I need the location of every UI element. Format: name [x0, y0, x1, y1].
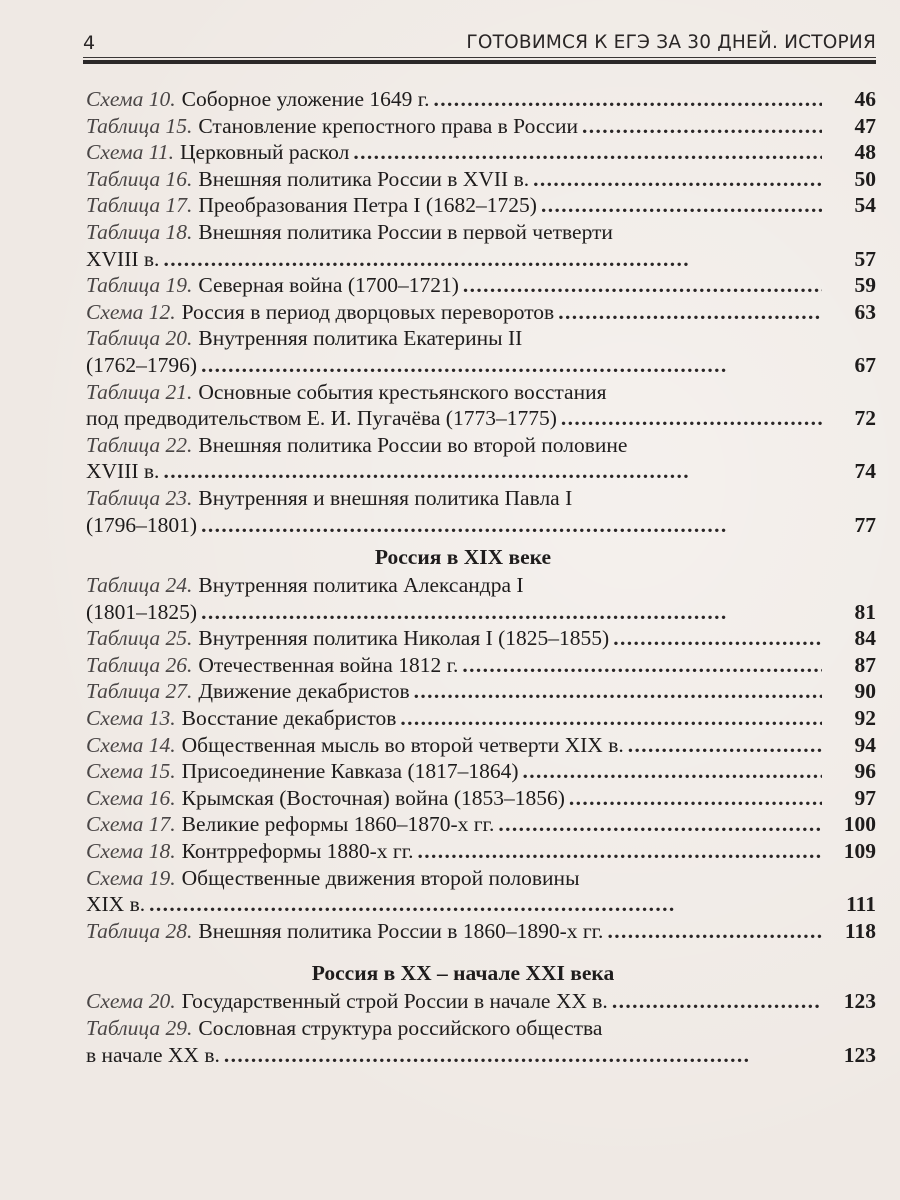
toc-page-number: 74: [854, 459, 876, 484]
toc-entry-label: Таблица 26.: [86, 652, 193, 677]
toc-entry-title: Внутренняя и внешняя политика Павла I: [198, 485, 573, 510]
toc-page-number: 77: [854, 512, 876, 537]
toc-entry-line: [86, 325, 876, 352]
toc-entry-label: Схема 16.: [86, 785, 176, 810]
toc-entry-line: [86, 113, 876, 140]
toc-page-number: 84: [854, 626, 876, 651]
toc-entry-title: Внешняя политика России в 1860–1890-х гг.: [198, 918, 604, 943]
dot-leader: [541, 192, 822, 219]
toc-entry-line: [86, 192, 876, 219]
toc-entry-label: Таблица 15.: [86, 113, 193, 138]
dot-leader: [463, 272, 822, 299]
toc-entry-line: [86, 512, 876, 539]
header-rule: [83, 60, 876, 64]
table-of-contents: [86, 86, 876, 1068]
dot-leader: [558, 299, 822, 326]
toc-entry-label: Таблица 23.: [86, 485, 193, 510]
toc-entry-label: Таблица 18.: [86, 219, 193, 244]
toc-entry-line: [86, 405, 876, 432]
dot-leader: [201, 599, 822, 626]
toc-entry-title: Церковный раскол: [180, 140, 350, 165]
toc-entry-title: Отечественная война 1812 г.: [198, 652, 459, 677]
toc-page-number: 50: [854, 166, 876, 191]
toc-entry-line: [86, 1015, 876, 1042]
toc-page-number: 46: [854, 87, 876, 111]
toc-entry-title: Государственный строй России в начале XX в.: [181, 989, 608, 1014]
toc-entry-label: Таблица 22.: [86, 432, 193, 457]
toc-entry-title: Соборное уложение 1649 г.: [181, 87, 430, 111]
toc-entry-label: Таблица 27.: [86, 679, 193, 704]
toc-entry-label: Таблица 29.: [86, 1016, 193, 1040]
dot-leader: [414, 678, 822, 705]
toc-entry-title: Присоединение Кавказа (1817–1864): [181, 759, 519, 784]
toc-page-number: 118: [844, 918, 876, 943]
toc-entry-title: Общественные движения второй половины: [181, 865, 580, 890]
toc-entry-title: Внутренняя политика Александра I: [198, 573, 524, 598]
toc-page-number: 67: [854, 352, 876, 377]
toc-entry-line: [86, 732, 876, 759]
toc-entry-label: Схема 19.: [86, 865, 176, 890]
toc-entry-line: [86, 246, 876, 273]
toc-entry-title: Крымская (Восточная) война (1853–1856): [181, 785, 565, 810]
toc-entry-line: [86, 139, 876, 166]
toc-entry-line: [86, 811, 876, 838]
toc-entry-title: в начале XX в.: [86, 1042, 220, 1067]
toc-entry-label: Схема 20.: [86, 989, 176, 1014]
toc-entry-title: XVIII в.: [86, 459, 160, 484]
toc-entry-line: [86, 572, 876, 599]
dot-leader: [569, 785, 822, 812]
toc-entry-line: [86, 379, 876, 406]
dot-leader: [163, 246, 822, 273]
dot-leader: [607, 918, 822, 945]
section-heading-19-century: Россия в XIX веке: [374, 545, 552, 570]
toc-entry-title: XVIII в.: [86, 246, 160, 271]
toc-page-number: 72: [854, 406, 876, 431]
toc-page-number: 96: [854, 759, 876, 784]
toc-entry-label: Таблица 19.: [86, 273, 193, 298]
toc-entry-title: Преобразования Петра I (1682–1725): [198, 193, 537, 218]
toc-entry-label: Таблица 28.: [86, 918, 193, 943]
toc-page-number: 97: [854, 785, 876, 810]
toc-entry-label: Схема 17.: [86, 812, 176, 837]
dot-leader: [201, 512, 822, 539]
dot-leader: [418, 838, 822, 865]
toc-entry-title: Северная война (1700–1721): [198, 273, 459, 298]
toc-entry-line: [86, 352, 876, 379]
toc-page-number: 92: [854, 706, 876, 731]
toc-page-number: 100: [843, 812, 876, 837]
toc-entry-line: [86, 272, 876, 299]
dot-leader: [523, 758, 822, 785]
toc-entry-label: Таблица 24.: [86, 573, 193, 598]
toc-entry-title: (1762–1796): [86, 352, 198, 377]
toc-page-number: 63: [854, 299, 876, 324]
toc-entry-line: [86, 838, 876, 865]
toc-entry-line: [86, 785, 876, 812]
toc-entry-line: [86, 758, 876, 785]
toc-entry-line: [86, 652, 876, 679]
toc-entry-label: Схема 10.: [86, 87, 176, 111]
toc-page-number: 109: [843, 839, 876, 864]
toc-entry-label: Схема 15.: [86, 759, 176, 784]
toc-entry-line: [86, 988, 876, 1015]
running-title: ГОТОВИМСЯ К ЕГЭ ЗА 30 ДНЕЙ. ИСТОРИЯ: [466, 32, 876, 53]
toc-entry-title: Движение декабристов: [198, 679, 410, 704]
section-heading-20-century: Россия в XX – начале XXI века: [311, 961, 615, 986]
dot-leader: [533, 166, 822, 193]
toc-entry-line: [86, 865, 876, 892]
toc-page-number: 81: [854, 599, 876, 624]
toc-page-number: 87: [854, 652, 876, 677]
toc-entry-title: Становление крепостного права в России: [198, 113, 578, 138]
toc-group-20-century: [86, 988, 876, 1068]
toc-group-19-century: [86, 572, 876, 944]
toc-entry-title: Контрреформы 1880-х гг.: [181, 839, 414, 864]
toc-entry-title: Внутренняя политика Екатерины II: [198, 326, 523, 351]
spacer: [86, 944, 876, 954]
dot-leader: [582, 113, 822, 140]
toc-page-number: 123: [843, 1042, 876, 1067]
toc-page-number: 47: [854, 113, 876, 138]
toc-entry-line: [86, 1042, 876, 1069]
toc-entry-line: [86, 86, 876, 113]
toc-entry-line: [86, 485, 876, 512]
dot-leader: [613, 625, 822, 652]
dot-leader: [400, 705, 822, 732]
toc-entry-title: (1801–1825): [86, 599, 198, 624]
toc-entry-label: Схема 12.: [86, 299, 176, 324]
toc-entry-line: [86, 678, 876, 705]
toc-page-number: 111: [846, 892, 876, 917]
toc-entry-line: [86, 599, 876, 626]
toc-page-number: 59: [854, 273, 876, 298]
dot-leader: [224, 1042, 822, 1069]
toc-entry-title: Внутренняя политика Николая I (1825–1855): [198, 626, 610, 651]
toc-entry-title: (1796–1801): [86, 512, 198, 537]
toc-entry-title: Общественная мысль во второй четверти XIX в.: [181, 732, 624, 757]
toc-entry-line: [86, 458, 876, 485]
dot-leader: [628, 732, 822, 759]
toc-page-number: 94: [854, 732, 876, 757]
toc-entry-label: Схема 18.: [86, 839, 176, 864]
dot-leader: [498, 811, 822, 838]
toc-page-number: 90: [854, 679, 876, 704]
dot-leader: [561, 405, 822, 432]
dot-leader: [163, 458, 822, 485]
toc-entry-title: Россия в период дворцовых переворотов: [181, 299, 555, 324]
toc-entry-label: Схема 13.: [86, 706, 176, 731]
dot-leader: [434, 86, 822, 113]
toc-entry-title: Основные события крестьянского восстания: [198, 379, 607, 404]
toc-entry-title: XIX в.: [86, 892, 146, 917]
toc-entry-title: под предводительством Е. И. Пугачёва (1773–1775): [86, 406, 557, 431]
dot-leader: [462, 652, 822, 679]
toc-entry-line: [86, 166, 876, 193]
toc-entry-title: Сословная структура российского общества: [198, 1016, 603, 1040]
toc-entry-title: Внешняя политика России в XVII в.: [198, 166, 530, 191]
dot-leader: [353, 139, 822, 166]
toc-entry-label: Таблица 17.: [86, 193, 193, 218]
toc-entry-line: [86, 891, 876, 918]
toc-entry-line: [86, 432, 876, 459]
toc-entry-label: Таблица 21.: [86, 379, 193, 404]
toc-entry-line: [86, 705, 876, 732]
dot-leader: [201, 352, 822, 379]
toc-entry-line: [86, 219, 876, 246]
toc-entry-title: Великие реформы 1860–1870-х гг.: [181, 812, 495, 837]
toc-entry-title: Внешняя политика России во второй половине: [198, 432, 628, 457]
toc-entry-label: Таблица 25.: [86, 626, 193, 651]
toc-entry-title: Восстание декабристов: [181, 706, 397, 731]
toc-entry-title: Внешняя политика России в первой четверти: [198, 219, 613, 244]
toc-page-number: 48: [854, 140, 876, 165]
toc-entry-line: [86, 299, 876, 326]
page-number: 4: [83, 32, 96, 54]
toc-page-number: 123: [843, 989, 876, 1014]
toc-page-number: 57: [854, 246, 876, 271]
dot-leader: [612, 988, 822, 1015]
toc-entry-line: [86, 918, 876, 945]
toc-entry-label: Схема 11.: [86, 140, 175, 165]
toc-entry-label: Таблица 20.: [86, 326, 193, 351]
toc-group-17-18-century: [86, 86, 876, 538]
toc-entry-line: [86, 625, 876, 652]
toc-entry-label: Схема 14.: [86, 732, 176, 757]
dot-leader: [149, 891, 822, 918]
toc-page-number: 54: [854, 193, 876, 218]
toc-entry-label: Таблица 16.: [86, 166, 193, 191]
